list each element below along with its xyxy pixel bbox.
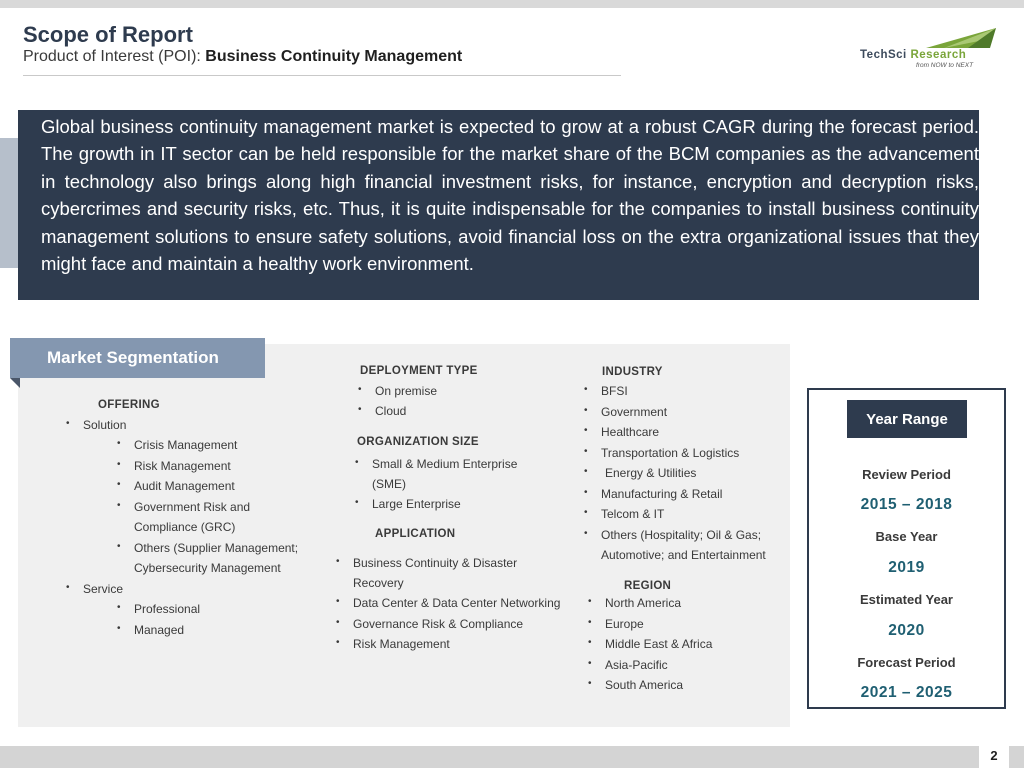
list-item: • Others (Supplier Management; (117, 541, 299, 555)
list-item: • Transportation & Logistics (584, 446, 740, 460)
list-item: • Europe (588, 617, 644, 631)
list-item: • Energy & Utilities (584, 466, 697, 480)
offering-solution: • Solution (66, 418, 127, 432)
list-item: • Governance Risk & Compliance (336, 617, 524, 631)
list-item: • Professional (117, 602, 201, 616)
list-item: • Crisis Management (117, 438, 238, 452)
top-border-strip (0, 0, 1024, 8)
list-item: • Large Enterprise (355, 497, 461, 511)
list-item: • Government (584, 405, 668, 419)
list-item: • Data Center & Data Center Networking (336, 596, 561, 610)
list-item-continuation: Recovery (353, 576, 404, 590)
list-item: • Manufacturing & Retail (584, 487, 723, 501)
list-item: • Managed (117, 623, 185, 637)
base-year-label: Base Year (875, 529, 938, 544)
forecast-period-value: 2021 – 2025 (860, 684, 953, 701)
logo-name-part2: Research (910, 49, 967, 61)
review-period-value: 2015 – 2018 (860, 496, 953, 513)
list-item: • Audit Management (117, 479, 235, 493)
list-item: • Middle East & Africa (588, 637, 713, 651)
footer-strip (0, 746, 1024, 768)
logo-swoosh-icon (856, 26, 1001, 50)
list-item: • Small & Medium Enterprise (355, 457, 518, 471)
header-divider (23, 75, 621, 76)
list-item: • Healthcare (584, 425, 660, 439)
list-item: • Business Continuity & Disaster (336, 556, 518, 570)
org-size-heading: ORGANIZATION SIZE (357, 436, 479, 448)
list-item-continuation: (SME) (372, 477, 406, 491)
list-item-continuation: Automotive; and Entertainment (601, 548, 766, 562)
review-period-label: Review Period (862, 467, 951, 482)
list-item: • Risk Management (117, 459, 231, 473)
region-heading: REGION (624, 580, 672, 592)
segmentation-tab (10, 338, 265, 378)
page-number: 2 (990, 748, 998, 763)
industry-heading: INDUSTRY (602, 366, 663, 378)
list-item: • Cloud (358, 404, 407, 418)
product-name: Business Continuity Management (205, 48, 463, 65)
list-item-continuation: Cybersecurity Management (134, 561, 281, 575)
logo-name-part1: TechSci (860, 49, 911, 61)
page-subtitle (23, 48, 462, 66)
list-item: • South America (588, 678, 684, 692)
list-item: • Asia-Pacific (588, 658, 668, 672)
list-item: • Others (Hospitality; Oil & Gas; (584, 528, 762, 542)
list-item: • North America (588, 596, 682, 610)
list-item-continuation: Compliance (GRC) (134, 520, 236, 534)
deployment-heading: DEPLOYMENT TYPE (360, 365, 478, 377)
offering-service: • Service (66, 582, 124, 596)
list-item: • Risk Management (336, 637, 450, 651)
intro-summary-box (18, 110, 979, 300)
logo-wordmark (860, 49, 966, 61)
techsci-logo (856, 26, 1001, 72)
estimated-year-label: Estimated Year (860, 592, 953, 607)
subtitle-prefix: Product of Interest (POI): (23, 48, 206, 65)
year-range-title: Year Range (847, 400, 967, 438)
forecast-period-label: Forecast Period (857, 655, 956, 670)
offering-heading: OFFERING (98, 399, 160, 411)
segmentation-tab-label: Market Segmentation (47, 348, 219, 367)
segmentation-tab-fold (10, 378, 20, 388)
list-item: • Government Risk and (117, 500, 251, 514)
list-item: • Telcom & IT (584, 507, 665, 521)
page-title: Scope of Report (23, 22, 193, 47)
application-heading: APPLICATION (375, 528, 456, 540)
estimated-year-value: 2020 (888, 622, 925, 639)
list-item: • BFSI (584, 384, 628, 398)
intro-summary-text: Global business continuity management market is expected to grow at a robust CAGR during the forecast period. The growth in IT sector can be held responsible for the market share of the BCM companies as the advancement in technology also brings along high financial investment risks, for instance, encryption and decryption risks, cybercrimes and security risks, etc. Thus, it is quite indispensable for the companies to install business continuity management solutions to ensure safety solutions, avoid financial loss on the extra organizational issues that they might face and maintain a healthy work environment. (41, 116, 979, 275)
logo-tagline: from NOW to NEXT (916, 62, 974, 69)
base-year-value: 2019 (888, 559, 925, 576)
list-item: • On premise (358, 384, 438, 398)
